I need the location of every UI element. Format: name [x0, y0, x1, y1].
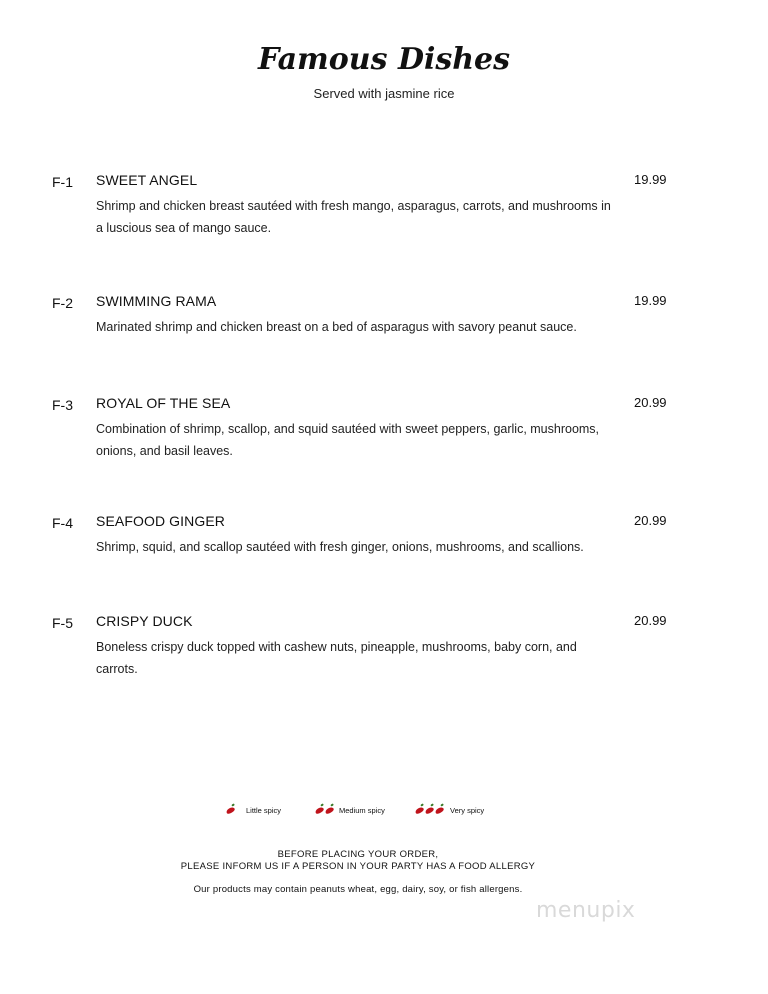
chili-pepper-icon	[324, 806, 334, 815]
item-code: F-5	[52, 615, 73, 631]
item-description: Marinated shrimp and chicken breast on a bed of asparagus with savory peanut sauce.	[96, 320, 577, 334]
page-subtitle: Served with jasmine rice	[313, 86, 455, 101]
chili-pepper-icon	[434, 806, 444, 815]
item-name: SWIMMING RAMA	[96, 293, 217, 309]
item-description: Boneless crispy duck topped with cashew nuts, pineapple, mushrooms, baby corn, and carrots.	[96, 640, 577, 676]
legend-very-spicy	[415, 806, 484, 815]
chili-pepper-icon	[314, 806, 324, 815]
legend-label: Very spicy	[450, 806, 485, 815]
item-description: Shrimp and chicken breast sautéed with fresh mango, asparagus, carrots, and mushrooms in a luscious sea of mango sauce.	[96, 199, 611, 235]
item-price: 20.99	[634, 395, 667, 410]
chili-pepper-icon	[414, 806, 424, 815]
item-code: F-2	[52, 295, 73, 311]
legend-label: Little spicy	[246, 806, 282, 815]
item-description: Shrimp, squid, and scallop sautéed with fresh ginger, onions, mushrooms, and scallions.	[96, 540, 584, 554]
item-price: 20.99	[634, 513, 667, 528]
item-code: F-1	[52, 174, 73, 190]
item-name: SEAFOOD GINGER	[96, 513, 225, 529]
item-price: 20.99	[634, 613, 667, 628]
legend-little-spicy	[226, 806, 281, 815]
item-price: 19.99	[634, 293, 667, 308]
watermark-logo: menupix	[536, 898, 636, 923]
item-name: SWEET ANGEL	[96, 172, 198, 188]
legend-medium-spicy	[315, 806, 385, 815]
item-name: ROYAL OF THE SEA	[96, 395, 231, 411]
spice-legend	[0, 806, 768, 826]
notice-line: BEFORE PLACING YOUR ORDER,	[277, 849, 439, 860]
chili-pepper-icon	[424, 806, 434, 815]
allergen-disclaimer: Our products may contain peanuts wheat, egg, dairy, soy, or fish allergens.	[193, 884, 523, 895]
item-price: 19.99	[634, 172, 667, 187]
item-code: F-4	[52, 515, 73, 531]
notice-line: PLEASE INFORM US IF A PERSON IN YOUR PARTY HAS A FOOD ALLERGY	[180, 861, 536, 872]
allergy-notice	[0, 849, 716, 873]
legend-label: Medium spicy	[339, 806, 385, 815]
chili-pepper-icon	[225, 806, 235, 815]
item-name: CRISPY DUCK	[96, 613, 193, 629]
item-description: Combination of shrimp, scallop, and squid sautéed with sweet peppers, garlic, mushrooms, onions, and basil leaves.	[96, 422, 600, 458]
item-code: F-3	[52, 397, 73, 413]
page-title: Famous Dishes	[257, 42, 511, 77]
